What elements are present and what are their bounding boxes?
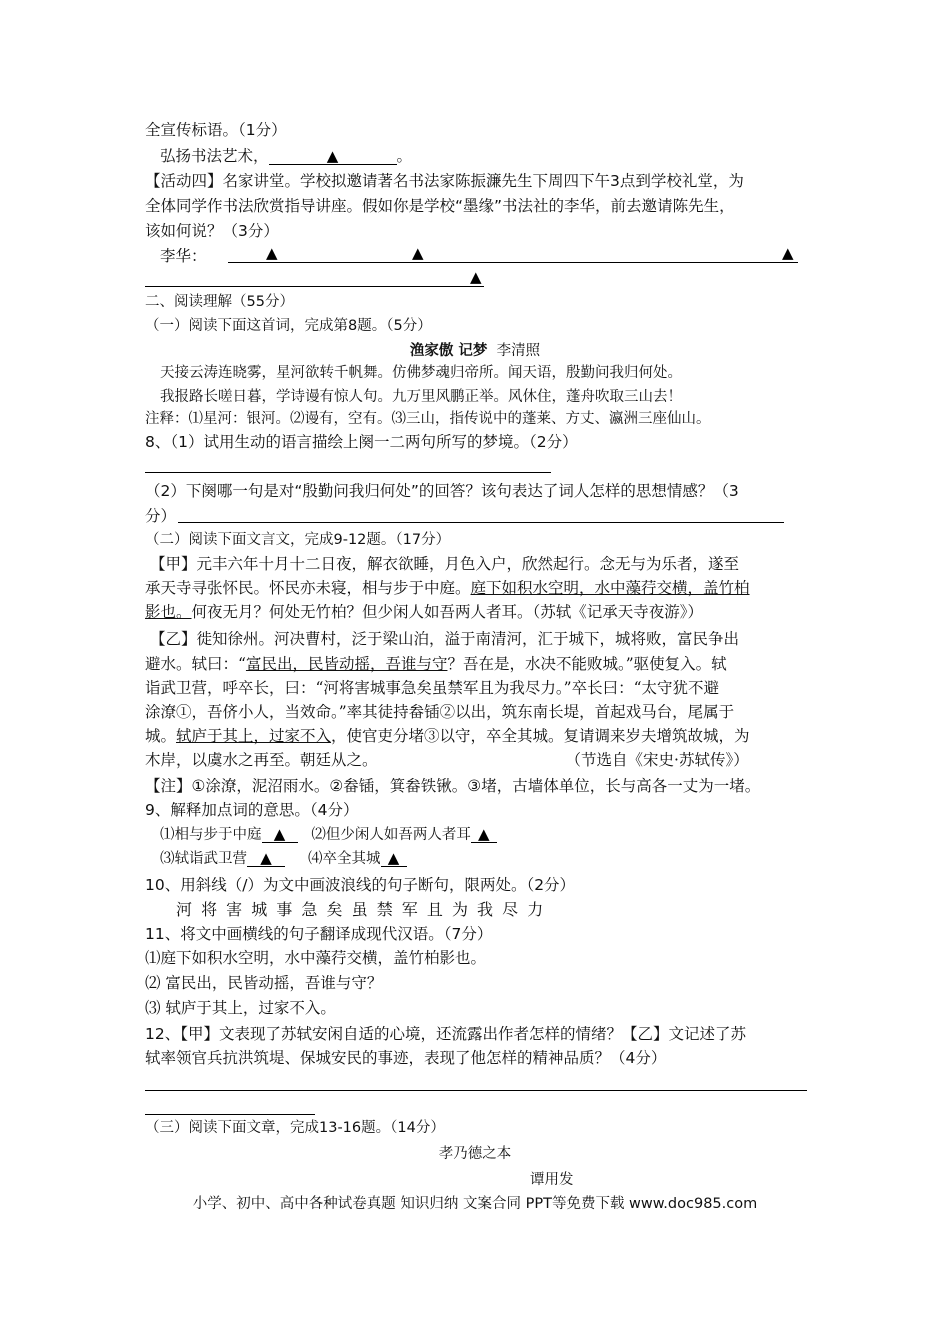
section-heading: 二、阅读理解（55分） [145, 294, 294, 310]
lihua-answer-line-2[interactable] [145, 286, 484, 287]
q11-item1: ⑴庭下如积水空明，水中藻荇交横，盖竹柏影也。 [145, 949, 487, 967]
triangle-marker-icon: ▲ [478, 825, 490, 843]
activity4-line2: 全体同学作书法欣赏指导讲座。假如你是学校“墨缘”书法社的李华，前去邀请陈先生， [145, 197, 735, 215]
yi-notes: 【注】①涂潦，泥沼雨水。②畚锸，箕畚铁锹。③堵，古墙体单位，长与高各一丈为一堵。 [145, 777, 761, 795]
triangle-marker-icon: ▲ [326, 147, 339, 165]
activity4-line1: 【活动四】名家讲堂。学校拟邀请著名书法家陈振濂先生下周四下午3点到学校礼堂，为 [145, 172, 744, 190]
yi-line6 [145, 750, 749, 770]
yi-line2-a: 避水。轼曰：“ [145, 655, 246, 673]
q9-item1: ⑴相与步于中庭 [160, 827, 262, 843]
yi-line5 [145, 726, 750, 746]
q9-row2 [160, 848, 407, 869]
yi-underlined-sentence-2: 轼庐于其上，过家不入 [176, 727, 332, 745]
article-author: 谭用发 [530, 1172, 574, 1188]
triangle-marker-icon: ▲ [470, 268, 482, 286]
yi-line6-a: 木岸，以虞水之再至。朝廷从之。 [145, 751, 378, 769]
q9-blank2[interactable] [471, 824, 497, 843]
q9-blank4[interactable] [381, 848, 407, 867]
q12-line2: 轼率领官兵抗洪筑堤、保城安民的事迹，表现了他怎样的精神品质？（4分） [145, 1049, 667, 1067]
poem-author: 李清照 [496, 343, 541, 359]
poem-line-1: 天接云涛连晓雾，星河欲转千帆舞。仿佛梦魂归帝所。闻天语，殷勤问我归何处。 [160, 365, 682, 381]
slogan-answer-blank[interactable] [269, 146, 397, 165]
article-title: 孝乃德之本 [438, 1146, 512, 1162]
triangle-marker-icon: ▲ [273, 825, 286, 843]
q10-sentence[interactable]: 河 将 害 城 事 急 矣 虽 禁 军 且 为 我 尽 力 [176, 900, 546, 919]
part2-intro: （二）阅读下面文言文，完成9-12题。（17分） [145, 532, 451, 548]
q11-item2: ⑵ 富民出，民皆动摇，吾谁与守？ [145, 974, 383, 992]
activity4-line3: 该如何说？（3分） [145, 222, 279, 240]
lihua-answer-line-1[interactable] [228, 262, 798, 263]
slogan-prefix: 弘扬书法艺术， [160, 147, 269, 165]
q8-answer-line[interactable] [145, 472, 551, 473]
yi-underlined-sentence-1: 富民出，民皆动摇，吾谁与守 [245, 655, 448, 673]
part1-intro: （一）阅读下面这首词，完成第8题。（5分） [145, 318, 432, 334]
q9-item2: ⑵但少闲人如吾两人者耳 [311, 827, 471, 843]
q9-blank3[interactable] [247, 848, 285, 867]
poem-title: 渔家傲 记梦 [409, 343, 488, 359]
jia-line3-b: 何夜无月？何处无竹柏？但少闲人如吾两人者耳。（苏轼《记承天寺夜游》） [191, 603, 704, 621]
yi-line2 [145, 654, 727, 674]
yi-line3: 诣武卫营，呼卒长，曰：“河将害城事急矣虽禁军且为我尽力。”卒长曰：“太守犹不避 [145, 679, 720, 697]
yi-line2-c: ？吾在是，水决不能败城。”驱使复入。轼 [447, 655, 727, 673]
q10: 10、用斜线（/）为文中画波浪线的句子断句，限两处。（2分） [145, 876, 576, 894]
poem-title-line [0, 339, 950, 360]
q9-blank1[interactable] [262, 824, 298, 843]
jia-line1: 【甲】元丰六年十月十二日夜，解衣欲睡，月色入户，欣然起行。念无与为乐者，遂至 [150, 555, 740, 573]
q9-item4: ⑷卒全其城 [308, 851, 381, 867]
jia-line3 [145, 602, 703, 622]
jia-line2-a: 承天寺寻张怀民。怀民亦未寝，相与步于中庭。 [145, 579, 471, 597]
yi-line4: 涂潦①，吾侪小人，当效命。”率其徒持畚锸②以出，筑东南长堤，首起戏马台，尾属于 [145, 703, 735, 721]
q-slogan-text: 全宣传标语。（1分） [145, 121, 287, 139]
triangle-marker-icon: ▲ [260, 849, 272, 867]
q11-item3: ⑶ 轼庐于其上，过家不入。 [145, 999, 336, 1017]
q12-answer-line-1[interactable] [145, 1090, 807, 1091]
jia-underlined-sentence: 庭下如积水空明，水中藻荇交横，盖竹柏 [470, 579, 750, 597]
jia-underlined-end: 影也。 [145, 603, 192, 621]
footer-text: 小学、初中、高中各种试卷真题 知识归纳 文案合同 PPT等免费下载 www.doc985.com [192, 1196, 758, 1212]
q12-line1: 12、【甲】文表现了苏轼安闲自适的心境，还流露出作者怎样的情绪？【乙】文记述了苏 [145, 1025, 746, 1043]
slogan-line [160, 146, 412, 166]
jia-line2 [145, 578, 750, 598]
yi-line5-c: ，使官吏分堵③以守，卒全其城。复请调来岁夫增筑故城，为 [331, 727, 750, 745]
slogan-suffix: 。 [396, 147, 413, 165]
poem-notes: 注释：⑴星河：银河。⑵谩有，空有。⑶三山，指传说中的蓬莱、方丈、瀛洲三座仙山。 [145, 411, 711, 427]
triangle-marker-icon: ▲ [412, 244, 424, 262]
poem-line-2: 我报路长嗟日暮，学诗谩有惊人句。九万里风鹏正举。风休住，蓬舟吹取三山去！ [160, 389, 682, 405]
yi-source: （节选自《宋史·苏轼传》） [565, 751, 749, 769]
q9: 9、解释加点词的意思。（4分） [145, 801, 359, 819]
triangle-marker-icon: ▲ [266, 244, 278, 262]
lihua-label: 李华： [160, 247, 207, 265]
q9-row1 [160, 824, 497, 845]
q8-part2-line2: 分） [145, 507, 177, 525]
q12-answer-line-2[interactable] [145, 1114, 315, 1115]
q11: 11、将文中画横线的句子翻译成现代汉语。（7分） [145, 925, 493, 943]
triangle-marker-icon: ▲ [782, 244, 794, 262]
yi-line5-a: 城。 [145, 727, 177, 745]
q9-item3: ⑶轼诣武卫营 [160, 851, 247, 867]
q8-part2-line1: （2）下阕哪一句是对“殷勤问我归何处”的回答？该句表达了词人怎样的思想情感？（3 [145, 482, 739, 500]
yi-line1: 【乙】徙知徐州。河决曹村，泛于梁山泊，溢于南清河，汇于城下，城将败，富民争出 [150, 630, 740, 648]
triangle-marker-icon: ▲ [387, 849, 400, 867]
q8-part1: 8、（1）试用生动的语言描绘上阕一二两句所写的梦境。（2分） [145, 433, 578, 451]
part3-intro: （三）阅读下面文章，完成13-16题。（14分） [145, 1120, 445, 1136]
q8-part2-answer-line[interactable] [178, 522, 784, 523]
